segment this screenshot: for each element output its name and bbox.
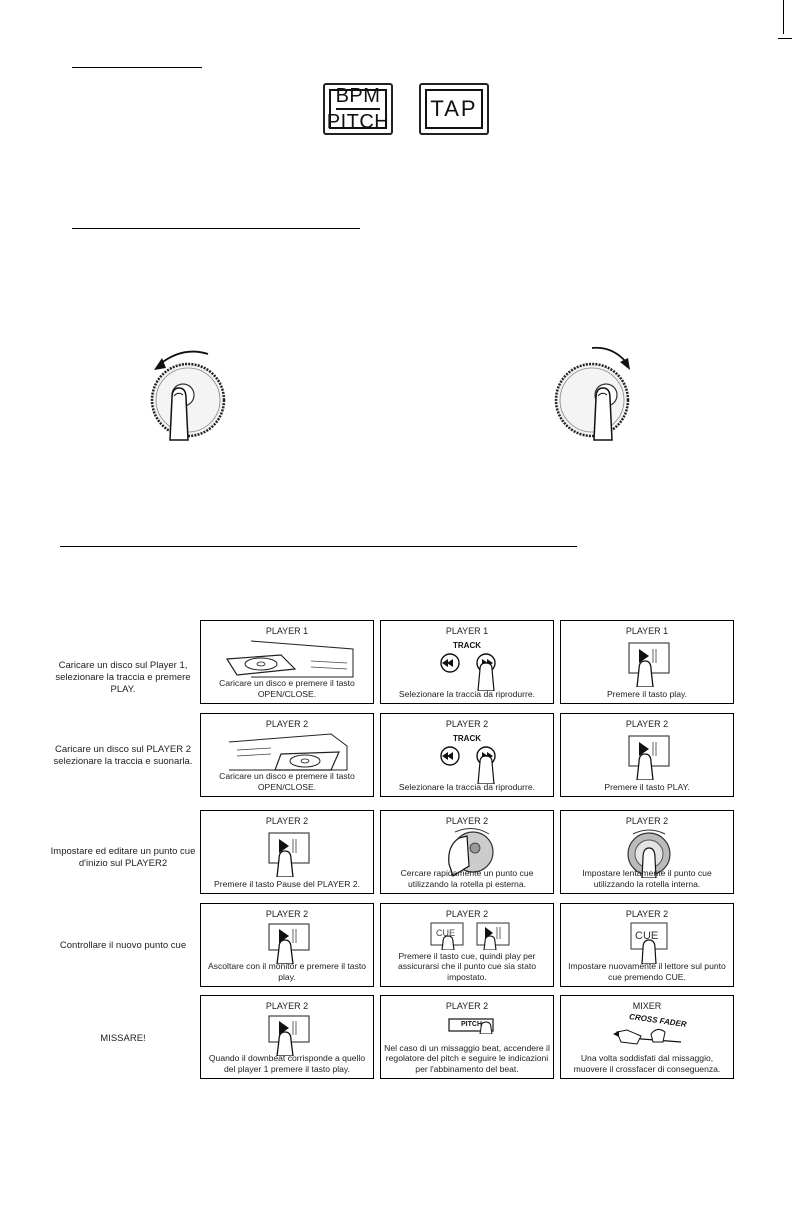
play-button-illustration: [625, 732, 673, 780]
cell-title: PLAYER 2: [625, 816, 669, 826]
cell-caption: Premere il tasto Pause del PLAYER 2.: [213, 878, 360, 889]
play-button-illustration: [265, 1012, 313, 1056]
track-label: TRACK: [453, 734, 481, 743]
pause-button-illustration: [265, 829, 313, 877]
cell-title: PLAYER 2: [445, 816, 489, 826]
bpm-divider: [336, 108, 379, 110]
cell-caption: Selezionare la traccia da riprodurre.: [398, 688, 536, 699]
crossfader-hand-illustration: [611, 1022, 691, 1048]
cue-button-label: CUE: [436, 928, 456, 938]
pitch-label: PITCH: [326, 111, 390, 133]
cell-caption: Una volta soddisfati dal missaggio, muovere il crossfacer di conseguenza.: [573, 1053, 721, 1074]
step-cell: [200, 713, 374, 797]
disc-tray-illustration: [221, 730, 357, 774]
crop-mark: [778, 38, 792, 39]
cell-caption: Impostare nuovamente il lettore sul punto cue premendo CUE.: [568, 961, 726, 982]
play-button-illustration: [473, 920, 513, 950]
cell-title: PLAYER 2: [265, 1001, 309, 1011]
step-cell: [560, 620, 734, 704]
cell-caption: Ascoltare con il monitor e premere il tasto play.: [207, 961, 367, 982]
pitch-button-label: PITCH: [461, 1021, 482, 1028]
disc-tray-illustration: [221, 637, 357, 681]
section-rule: [72, 67, 202, 68]
cell-caption: Nel caso di un missaggio beat, accendere il regolatore del pitch e seguire le indicazioni per l'abbinamento del beat.: [384, 1042, 550, 1074]
crossfader-label: CROSS FADER: [628, 1012, 688, 1029]
step-cell: [200, 810, 374, 894]
cell-title: PLAYER 2: [265, 909, 309, 919]
step-cell: [380, 810, 554, 894]
cell-caption: Impostare lentamente il punto cue utilizzando la rotella interna.: [582, 868, 712, 889]
cue-button-label: CUE: [635, 930, 659, 942]
crop-mark: [783, 0, 784, 34]
cell-caption: Caricare un disco e premere il tasto OPEN/CLOSE.: [219, 678, 355, 699]
cell-title: PLAYER 2: [445, 909, 489, 919]
step-label: MISSARE!: [100, 1033, 146, 1044]
play-button-illustration: [265, 920, 313, 964]
bpm-pitch-button: [323, 83, 393, 135]
step-cell: [560, 810, 734, 894]
cell-caption: Cercare rapidamente un punto cue utilizzando la rotella pi esterna.: [400, 868, 534, 889]
cell-title: PLAYER 2: [445, 1001, 489, 1011]
cell-title: PLAYER 2: [625, 719, 669, 729]
bpm-label: BPM: [335, 85, 381, 107]
cell-title: PLAYER 1: [445, 626, 489, 636]
step-cell: [200, 620, 374, 704]
step-cell: [560, 995, 734, 1079]
step-cell: [560, 713, 734, 797]
cell-title: PLAYER 1: [625, 626, 669, 636]
step-cell: [200, 903, 374, 987]
tap-label: TAP: [430, 96, 478, 121]
track-buttons-illustration: [436, 651, 506, 691]
cell-title: MIXER: [632, 1001, 662, 1011]
step-cell: [380, 903, 554, 987]
cell-caption: Caricare un disco e premere il tasto OPEN/CLOSE.: [219, 771, 355, 792]
cell-caption: Premere il tasto PLAY.: [604, 781, 690, 792]
section-rule: [60, 546, 577, 547]
play-button-illustration: [625, 639, 673, 687]
step-label: Controllare il nuovo punto cue: [59, 940, 187, 951]
step-cell: [380, 995, 554, 1079]
step-cell: [380, 620, 554, 704]
track-label: TRACK: [453, 641, 481, 650]
step-label: Caricare un disco sul Player 1, selezionare la traccia e premere PLAY.: [55, 660, 191, 695]
cell-title: PLAYER 1: [265, 626, 309, 636]
step-label: Caricare un disco sul PLAYER 2 selezionare la traccia e suonarla.: [53, 744, 193, 767]
cell-title: PLAYER 2: [445, 719, 489, 729]
step-cell: [200, 995, 374, 1079]
step-cell: [560, 903, 734, 987]
cell-caption: Premere il tasto cue, quindi play per assicurarsi che il punto cue sia stato impostato.: [397, 950, 537, 982]
tap-button: [419, 83, 489, 135]
cell-title: PLAYER 2: [625, 909, 669, 919]
cue-button-illustration: [627, 920, 671, 964]
cell-caption: Premere il tasto play.: [606, 688, 688, 699]
cell-title: PLAYER 2: [265, 719, 309, 729]
section-rule: [72, 228, 360, 229]
step-cell: [380, 713, 554, 797]
cell-title: PLAYER 2: [265, 816, 309, 826]
jog-wheel-counterclockwise-illustration: [138, 340, 248, 450]
jog-wheel-clockwise-illustration: [540, 340, 650, 450]
track-buttons-illustration: [436, 744, 506, 784]
step-label: Impostare ed editare un punto cue d'inizio sul PLAYER2: [50, 846, 196, 869]
cell-caption: Selezionare la traccia da riprodurre.: [398, 781, 536, 792]
cell-caption: Quando il downbeat corrisponde a quello del player 1 premere il tasto play.: [208, 1053, 366, 1074]
